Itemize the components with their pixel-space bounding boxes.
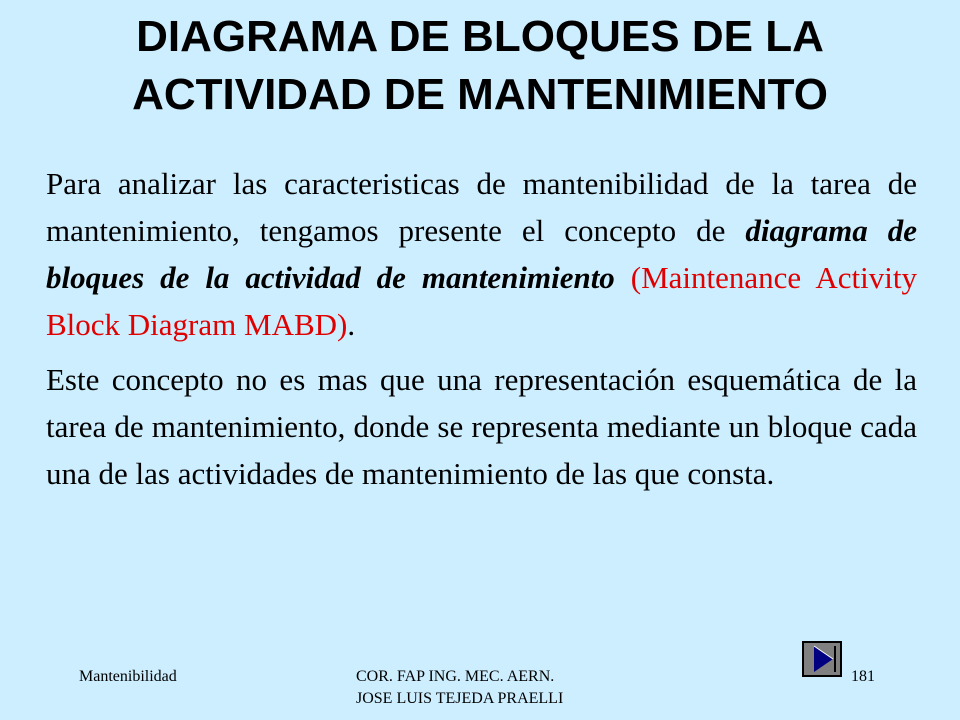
- title-line-2: ACTIVIDAD DE MANTENIMIENTO: [132, 70, 828, 119]
- footer-center: [356, 666, 656, 710]
- footer-left: Mantenibilidad: [79, 668, 177, 685]
- paragraph-1-red-text: (Maintenance Activity Block Diagram MABD): [46, 260, 918, 342]
- play-next-icon: [804, 643, 840, 675]
- paragraph-1-text: Para analizar las caracteristicas de mantenibilidad de la tarea de mantenimiento, tengamos presente el concepto de: [46, 166, 917, 248]
- page-number: 181: [851, 668, 875, 685]
- paragraph-1-emphasis: diagrama de bloques de la actividad de mantenimiento: [46, 213, 917, 295]
- title-line-1: DIAGRAMA DE BLOQUES DE LA: [136, 12, 824, 61]
- footer-center-line-2: JOSE LUIS TEJEDA PRAELLI: [356, 690, 564, 707]
- paragraph-1-spacer: [615, 260, 631, 295]
- paragraph-1-end: .: [347, 307, 356, 342]
- paragraph-2: Este concepto no es mas que una representación esquemática de la tarea de mantenimiento, donde se representa mediante un bloque cada una de las actividades de mantenimiento de las que consta.: [46, 362, 917, 491]
- footer-center-line-1: COR. FAP ING. MEC. AERN.: [356, 668, 555, 685]
- next-slide-button[interactable]: [802, 641, 842, 677]
- paragraph-1: [46, 160, 917, 348]
- slide-body: [46, 160, 917, 505]
- slide-title: [0, 8, 960, 124]
